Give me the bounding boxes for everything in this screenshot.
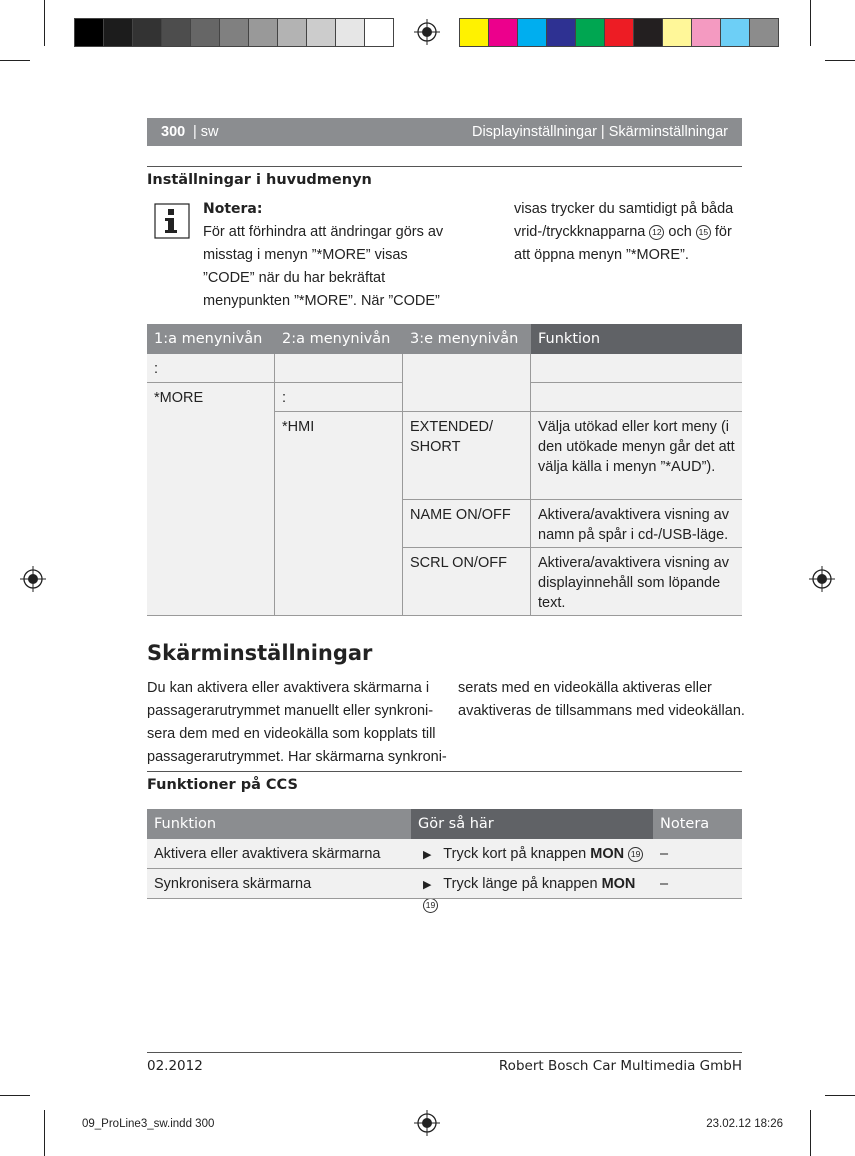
color-swatch <box>132 18 162 47</box>
slug-filename: 09_ProLine3_sw.indd 300 <box>82 1118 215 1130</box>
table-header: 3:e menynivån <box>403 324 531 354</box>
table-cell <box>275 354 403 383</box>
table-cell <box>411 839 653 869</box>
grid-line <box>147 615 742 616</box>
table-cell: Välja utökad eller kort meny (i den utökade menyn går det att välja källa i menyn ”*AUD”). <box>531 412 742 500</box>
section-rule <box>147 771 742 772</box>
table-cell: Aktivera/avaktivera visning av displayinnehåll som löpande text. <box>531 548 742 616</box>
button-name: MON <box>590 846 625 862</box>
note-line: För att förhindra att ändringar görs av <box>203 224 444 240</box>
table-cell: NAME ON/OFF <box>403 500 531 548</box>
color-swatch <box>662 18 692 47</box>
crop-mark <box>44 1110 45 1156</box>
crop-mark <box>0 1095 30 1096</box>
grid-line <box>403 411 742 412</box>
registration-mark-icon <box>20 566 46 592</box>
header-title: Displayinställningar | Skärminställningar <box>471 124 728 140</box>
color-swatch <box>720 18 750 47</box>
crop-mark <box>0 60 30 61</box>
table-header: Funktion <box>147 809 411 839</box>
color-swatch <box>691 18 721 47</box>
paragraph-right <box>458 677 748 723</box>
table-cell: – <box>653 839 742 869</box>
language-code: | sw <box>193 124 219 140</box>
paragraph-line: serats med en videokälla aktiveras eller <box>458 680 712 696</box>
color-swatch <box>277 18 307 47</box>
slug-timestamp: 23.02.12 18:26 <box>706 1118 783 1130</box>
note-title: Notera: <box>203 201 263 217</box>
table-header: 2:a menynivån <box>275 324 403 354</box>
table-cell <box>531 354 742 383</box>
color-swatch <box>248 18 278 47</box>
note-text: vrid-/tryckknapparna <box>514 224 646 240</box>
grid-line <box>530 354 531 616</box>
registration-mark-icon <box>414 1110 440 1136</box>
button-19-icon: 19 <box>628 847 643 862</box>
table-header: Funktion <box>531 324 742 354</box>
registration-mark-icon <box>414 19 440 45</box>
table-header: Notera <box>653 809 742 839</box>
table-cell: : <box>147 354 275 383</box>
section-rule <box>147 166 742 167</box>
color-swatch <box>219 18 249 47</box>
registration-mark-icon <box>809 566 835 592</box>
crop-mark <box>825 1095 855 1096</box>
table-cell <box>411 869 653 910</box>
table-header: 1:a menynivån <box>147 324 275 354</box>
grid-line <box>147 382 403 383</box>
table-cell: *HMI <box>275 412 403 616</box>
triangle-bullet-icon: ▶ <box>423 849 432 861</box>
note-line: menypunkten ”*MORE”. När ”CODE” <box>203 293 440 309</box>
paragraph-left <box>147 677 447 769</box>
color-swatch <box>306 18 336 47</box>
table-cell: Aktivera/avaktivera visning av namn på spår i cd-/USB-läge. <box>531 500 742 548</box>
paragraph-line: sera dem med en videokälla som kopplats till <box>147 726 436 742</box>
ccs-functions-table <box>147 809 742 910</box>
footer-company: Robert Bosch Car Multimedia GmbH <box>498 1058 742 1074</box>
color-swatch <box>103 18 133 47</box>
color-swatch <box>459 18 489 47</box>
grid-line <box>531 382 742 383</box>
crop-mark <box>810 1110 811 1156</box>
note-left-column <box>203 198 453 313</box>
button-name: MON <box>601 876 636 892</box>
info-icon <box>154 203 190 239</box>
menu-levels-table <box>147 324 742 616</box>
table-cell: : <box>275 383 403 412</box>
paragraph-line: passagerarutrymmet manuellt eller synkroni- <box>147 703 434 719</box>
color-swatch <box>364 18 394 47</box>
table-cell: *MORE <box>147 383 275 616</box>
table-cell: EXTENDED/ SHORT <box>403 412 531 500</box>
note-line <box>514 221 744 244</box>
paragraph-line: avaktiveras de tillsammans med videokällan. <box>458 703 745 719</box>
color-swatch <box>74 18 104 47</box>
note-line: misstag i menyn ”*MORE” visas <box>203 247 408 263</box>
note-line: att öppna menyn ”*MORE”. <box>514 247 689 263</box>
knob-12-icon: 12 <box>649 225 664 240</box>
note-text: och <box>668 224 692 240</box>
grid-line <box>147 898 742 899</box>
section-heading: Inställningar i huvudmenyn <box>147 172 372 188</box>
crop-mark <box>825 60 855 61</box>
crop-mark <box>810 0 811 46</box>
table-cell: Aktivera eller avaktivera skärmarna <box>147 839 411 869</box>
page-header <box>147 118 742 146</box>
color-swatch <box>190 18 220 47</box>
note-right-column <box>514 198 744 267</box>
footer-rule <box>147 1052 742 1053</box>
page-number: 300 <box>161 124 186 140</box>
color-swatch <box>488 18 518 47</box>
paragraph-line: Du kan aktivera eller avaktivera skärmarna i <box>147 680 430 696</box>
grid-line <box>274 354 275 616</box>
section-heading: Funktioner på CCS <box>147 777 298 793</box>
table-cell <box>403 354 531 412</box>
color-swatch <box>517 18 547 47</box>
paragraph-line: passagerarutrymmet. Har skärmarna synkroni- <box>147 749 447 765</box>
section-title: Skärminställningar <box>147 641 373 665</box>
note-line: visas trycker du samtidigt på båda <box>514 201 734 217</box>
table-cell: Synkronisera skärmarna <box>147 869 411 899</box>
grid-line <box>402 354 403 616</box>
table-cell: SCRL ON/OFF <box>403 548 531 616</box>
grid-line <box>147 868 742 869</box>
button-19-icon: 19 <box>423 898 438 913</box>
color-swatch <box>546 18 576 47</box>
grid-line <box>403 499 742 500</box>
table-cell: – <box>653 869 742 899</box>
grid-line <box>275 411 403 412</box>
color-swatch <box>575 18 605 47</box>
footer-date: 02.2012 <box>147 1058 203 1074</box>
action-text: Tryck kort på knappen <box>443 846 587 862</box>
color-swatch <box>604 18 634 47</box>
color-swatch <box>633 18 663 47</box>
knob-15-icon: 15 <box>696 225 711 240</box>
table-header: Gör så här <box>411 809 653 839</box>
note-text: för <box>714 224 732 240</box>
grid-line <box>403 547 742 548</box>
color-swatch <box>161 18 191 47</box>
table-cell <box>531 383 742 412</box>
crop-mark <box>44 0 45 46</box>
triangle-bullet-icon: ▶ <box>423 879 432 891</box>
action-text: Tryck länge på knappen <box>443 876 598 892</box>
color-swatch <box>749 18 779 47</box>
note-line: ”CODE” när du har bekräftat <box>203 270 386 286</box>
color-swatch <box>335 18 365 47</box>
